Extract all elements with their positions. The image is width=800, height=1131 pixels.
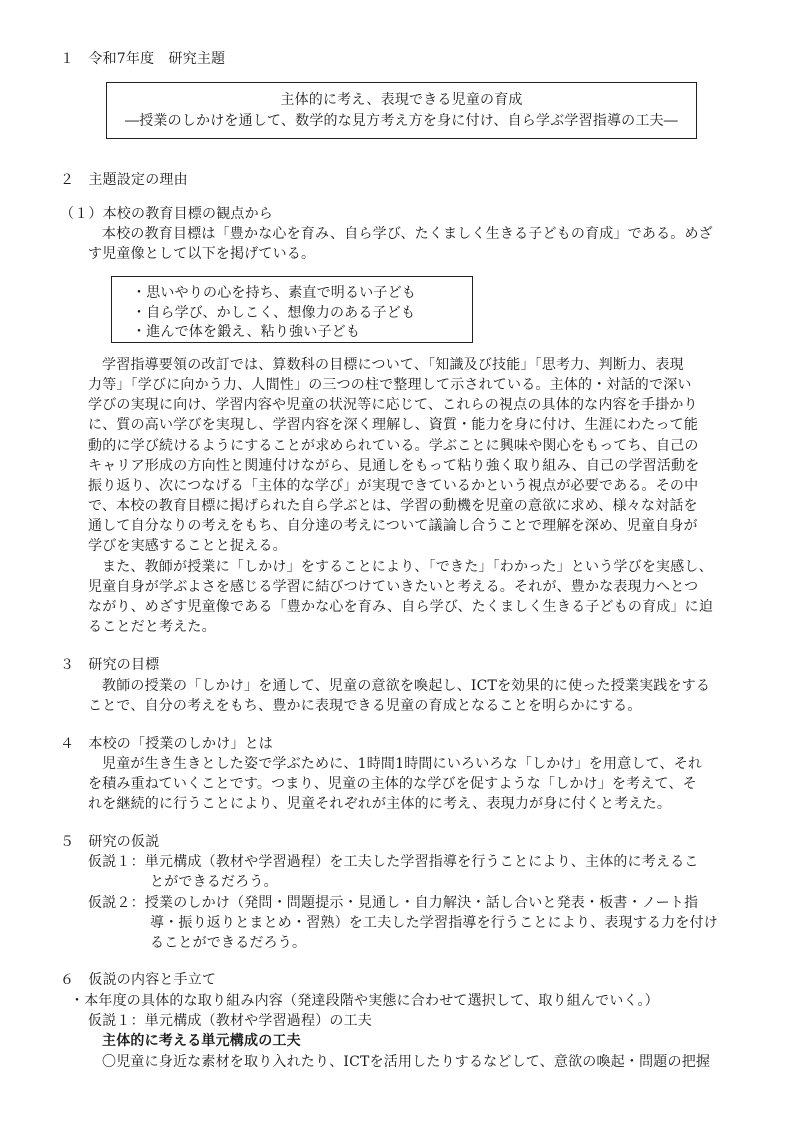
paragraph-line: 力等」「学びに向かう力、人間性」の三つの柱で整理して示されている。主体的・対話的で深い (88, 377, 692, 393)
paragraph-line: を積み重ねていくことです。つまり、児童の主体的な学びを促すような「しかけ」を考えて、そ (88, 776, 697, 792)
school-goals-box (111, 276, 473, 343)
section6-heading: ６ 仮説の内容と手立て (60, 972, 217, 988)
paragraph-line: 学びの実現に向け、学習内容や児童の状況等に応じて、これらの視点の具体的な内容を手掛かり (88, 397, 698, 413)
section2-intro-line: 本校の教育目標は「豊かな心を育み、自ら学び、たくましく生きる子どもの育成」である。めざ (102, 226, 713, 242)
hypothesis1-line: 仮説１：単元構成（教材や学習過程）を工夫した学習指導を行うことにより、主体的に考えるこ (88, 854, 699, 870)
paragraph-line: で、本校の教育目標に掲げられた自ら学ぶとは、学習の動機を児童の意欲に求め、様々な対話を (88, 498, 698, 514)
section2-intro-line: す児童像として以下を掲げている。 (88, 246, 316, 262)
paragraph-line: 振り返り、次につなげる「主体的な学び」が実現できているかという視点が必要である。その中 (88, 478, 699, 494)
paragraph-line: 学習指導要領の改訂では、算数科の目標について、「知識及び技能」「思考力、判断力、表現 (102, 357, 684, 373)
paragraph-line: また、教師が授業に「しかけ」をすることにより、「できた」「わかった」という学びを実感し、 (102, 559, 713, 575)
paragraph-line: れを継続的に行うことにより、児童それぞれが主体的に考え、表現力が身に付くと考えた。 (88, 796, 672, 812)
section4-heading: ４ 本校の「授業のしかけ」とは (60, 736, 273, 752)
research-theme-box (106, 82, 697, 139)
section1-heading: １ 令和7年度 研究主題 (60, 51, 226, 67)
theme-subtitle: ―授業のしかけを通して、数学的な見方考え方を身に付け、自ら学ぶ学習指導の工夫― (125, 113, 678, 129)
paragraph-line: 児童が生き生きとした姿で学ぶために、1時間1時間にいろいろな「しかけ」を用意して、それ (102, 756, 703, 772)
hypothesis2-line: 導・振り返りとまとめ・習熟）を工夫した学習指導を行うことにより、表現する力を付け (150, 915, 718, 931)
bold-subheading: 主体的に考える単元構成の工夫 (102, 1033, 301, 1049)
section5-heading: ５ 研究の仮説 (60, 834, 160, 850)
section2-heading: ２ 主題設定の理由 (60, 172, 188, 188)
paragraph-line: 教師の授業の「しかけ」を通して、児童の意欲を喚起し、ICTを効果的に使った授業実践をする (102, 678, 711, 694)
hypothesis1-line: とができるだろう。 (150, 874, 278, 890)
paragraph-line: 学びを実感することと捉える。 (88, 538, 287, 554)
circle-item: 〇児童に身近な素材を取り入れたり、ICTを活用したりするなどして、意欲の喚起・問題の把握 (102, 1054, 711, 1070)
theme-main-title: 主体的に考え、表現できる児童の育成 (280, 92, 523, 108)
paragraph-line: ことで、自分の考えをもち、豊かに表現できる児童の育成となることを明らかにする。 (88, 698, 642, 714)
goal-item: ・思いやりの心を持ち、素直で明るい子ども (132, 285, 416, 301)
bullet-item: ・本年度の具体的な取り組み内容（発達段階や実態に合わせて選択して、取り組んでいく。） (70, 993, 659, 1009)
paragraph-line: 児童自身が学ぶよさを感じる学習に結びつけていきたいと考える。それが、豊かな表現力へとつ (88, 579, 699, 595)
paragraph-line: ながり、めざす児童像である「豊かな心を育み、自ら学び、たくましく生きる子どもの育成」に迫 (88, 599, 714, 615)
hypothesis2-line: 仮説２：授業のしかけ（発問・問題提示・見通し・自力解決・話し合いと発表・板書・ノート指 (88, 895, 699, 911)
section3-heading: ３ 研究の目標 (60, 657, 160, 673)
paragraph-line: に、質の高い学びを実現し、学習内容を深く理解し、資質・能力を身に付け、生涯にわたって能 (88, 417, 699, 433)
hypothesis1-subtitle: 仮説１：単元構成（教材や学習過程）の工夫 (88, 1013, 372, 1029)
section2-sub1-heading: （１）本校の教育目標の観点から (60, 206, 273, 222)
paragraph-line: キャリア形成の方向性と関連付けながら、見通しをもって粘り強く取り組み、自己の学習活動を (88, 458, 700, 474)
goal-item: ・自ら学び、かしこく、想像力のある子ども (132, 305, 416, 321)
goal-item: ・進んで体を鍛え、粘り強い子ども (132, 324, 361, 340)
paragraph-line: ることだと考えた。 (88, 619, 216, 635)
hypothesis2-line: ることができるだろう。 (150, 935, 307, 951)
paragraph-line: 通して自分なりの考えをもち、自分達の考えについて議論し合うことで理解を深め、児童自身が (88, 518, 698, 534)
paragraph-line: 動的に学び続けるようにすることが求められている。学ぶことに興味や関心をもってち、自己の (88, 438, 699, 454)
